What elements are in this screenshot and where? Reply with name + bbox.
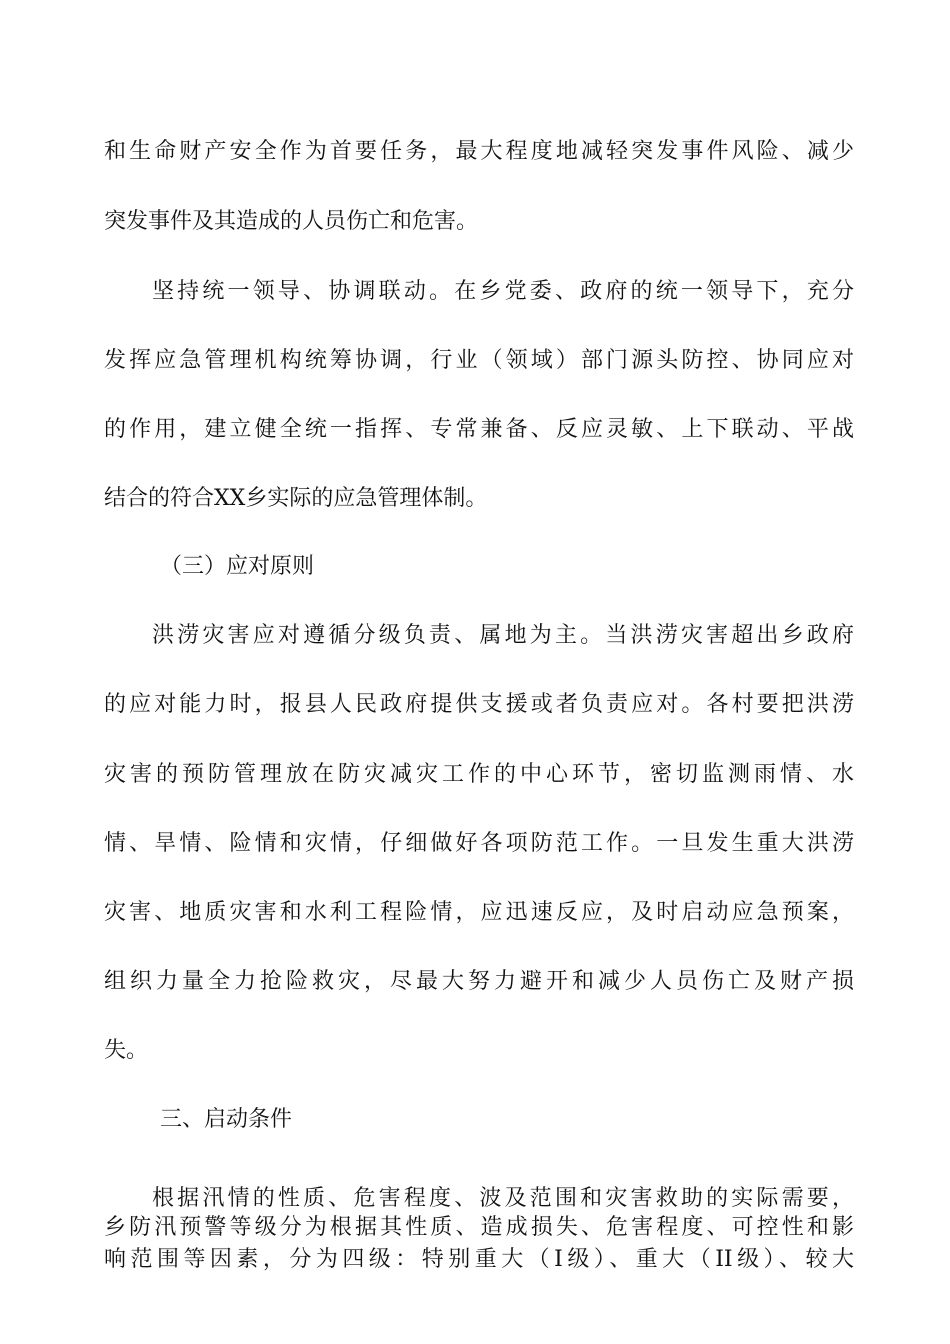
paragraph-2-line-4: 结合的符合XX乡实际的应急管理体制。 (104, 486, 488, 511)
paragraph-2-line-3: 的作用，建立健全统一指挥、专常兼备、反应灵敏、上下联动、平战 (104, 417, 854, 442)
paragraph-1-line-2: 突发事件及其造成的人员伤亡和危害。 (104, 209, 479, 234)
paragraph-4-line-1: 根据汛情的性质、危害程度、波及范围和灾害救助的实际需要， (152, 1186, 854, 1211)
paragraph-3-line-1: 洪涝灾害应对遵循分级负责、属地为主。当洪涝灾害超出乡政府 (152, 623, 854, 648)
paragraph-3-line-7: 失。 (104, 1038, 149, 1063)
paragraph-4-line-2: 乡防汛预警等级分为根据其性质、造成损失、危害程度、可控性和影 (104, 1215, 854, 1240)
paragraph-3-line-4: 情、旱情、险情和灾情，仔细做好各项防范工作。一旦发生重大洪涝 (104, 831, 854, 856)
paragraph-2-line-2: 发挥应急管理机构统筹协调，行业（领域）部门源头防控、协同应对 (104, 348, 854, 373)
paragraph-3-line-3: 灾害的预防管理放在防灾减灾工作的中心环节，密切监测雨情、水 (104, 762, 854, 787)
paragraph-1-line-1: 和生命财产安全作为首要任务，最大程度地减轻突发事件风险、减少 (104, 139, 854, 164)
section-heading-response-principles: （三）应对原则 (160, 554, 315, 579)
paragraph-3-line-2: 的应对能力时，报县人民政府提供支援或者负责应对。各村要把洪涝 (104, 692, 854, 717)
paragraph-3-line-6: 组织力量全力抢险救灾，尽最大努力避开和减少人员伤亡及财产损 (104, 969, 854, 994)
section-heading-activation-conditions: 三、启动条件 (160, 1107, 293, 1132)
paragraph-2-line-1: 坚持统一领导、协调联动。在乡党委、政府的统一领导下，充分 (152, 279, 854, 304)
paragraph-4-line-3: 响范围等因素，分为四级：特别重大（I级）、重大（II级）、较大 (104, 1247, 854, 1272)
paragraph-3-line-5: 灾害、地质灾害和水利工程险情，应迅速反应，及时启动应急预案， (104, 900, 854, 925)
